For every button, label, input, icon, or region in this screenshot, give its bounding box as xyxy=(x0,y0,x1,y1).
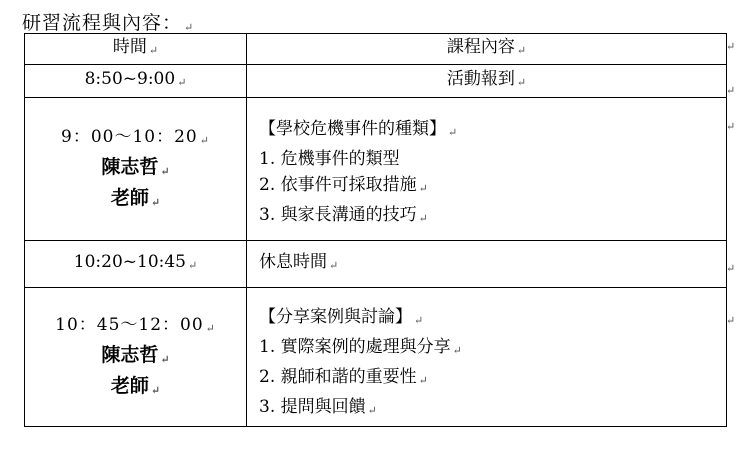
row-end-mark-icon: ↵ xyxy=(726,262,736,275)
speaker-name: 陳志哲 xyxy=(101,344,159,366)
paragraph-mark-icon: ↵ xyxy=(184,21,195,34)
row-end-mark-icon: ↵ xyxy=(726,120,736,133)
speaker-title: 老師 xyxy=(110,375,149,397)
paragraph-mark-icon: ↵ xyxy=(329,259,339,272)
paragraph-mark-icon: ↵ xyxy=(148,44,159,57)
paragraph-mark-icon: ↵ xyxy=(205,322,216,335)
table-row xyxy=(25,288,727,427)
document-title xyxy=(22,8,194,35)
content-line: 3. 與家長溝通的技巧 xyxy=(259,205,417,225)
row-end-mark-icon: ↵ xyxy=(726,314,736,327)
paragraph-mark-icon: ↵ xyxy=(516,76,527,89)
paragraph-mark-icon: ↵ xyxy=(199,134,210,147)
paragraph-mark-icon: ↵ xyxy=(414,314,424,327)
content-cell: 活動報到 ↵ xyxy=(247,65,727,98)
paragraph-mark-icon: ↵ xyxy=(418,212,428,225)
table-row xyxy=(25,98,727,241)
schedule-table xyxy=(24,33,727,427)
row-end-mark-icon: ↵ xyxy=(726,40,736,53)
table-row xyxy=(25,65,727,98)
time-cell: 9：00～10：20 ↵ 陳志哲 ↵ 老師 ↵ xyxy=(25,98,247,241)
speaker-title: 老師 xyxy=(110,187,149,209)
time-cell: 10：45～12：00 ↵ 陳志哲 ↵ 老師 ↵ xyxy=(25,288,247,427)
paragraph-mark-icon: ↵ xyxy=(160,353,170,366)
paragraph-mark-icon: ↵ xyxy=(418,182,428,195)
content-line: 3. 提問與回饋 xyxy=(259,397,366,417)
table-row xyxy=(25,241,727,288)
paragraph-mark-icon: ↵ xyxy=(150,384,161,397)
paragraph-mark-icon: ↵ xyxy=(367,404,377,417)
document-title-text: 研習流程與內容： xyxy=(22,12,183,34)
content-line: 2. 親師和諧的重要性 xyxy=(259,367,417,387)
paragraph-mark-icon: ↵ xyxy=(160,165,170,178)
paragraph-mark-icon: ↵ xyxy=(516,44,527,57)
content-line: 1. 危機事件的類型 xyxy=(259,149,400,169)
header-time: 時間 ↵ xyxy=(25,34,247,65)
header-content: 課程內容 ↵ xyxy=(247,34,727,65)
content-cell: 休息時間 ↵ xyxy=(247,241,727,288)
session-heading: 【學校危機事件的種類】 xyxy=(259,119,446,139)
speaker-name: 陳志哲 xyxy=(101,156,159,178)
session-heading: 【分享案例與討論】 xyxy=(259,307,412,327)
time-cell: 8:50~9:00 ↵ xyxy=(25,65,247,98)
table-header-row xyxy=(25,34,727,65)
content-cell xyxy=(247,288,727,427)
row-end-mark-icon: ↵ xyxy=(726,84,736,97)
paragraph-mark-icon: ↵ xyxy=(177,76,187,89)
paragraph-mark-icon: ↵ xyxy=(150,196,161,209)
paragraph-mark-icon: ↵ xyxy=(452,344,462,357)
content-line: 2. 依事件可採取措施 xyxy=(259,175,417,195)
paragraph-mark-icon: ↵ xyxy=(188,259,198,272)
time-cell: 10:20~10:45 ↵ xyxy=(25,241,247,288)
paragraph-mark-icon: ↵ xyxy=(418,374,428,387)
content-line: 1. 實際案例的處理與分享 xyxy=(259,337,451,357)
content-cell xyxy=(247,98,727,241)
paragraph-mark-icon: ↵ xyxy=(448,126,458,139)
